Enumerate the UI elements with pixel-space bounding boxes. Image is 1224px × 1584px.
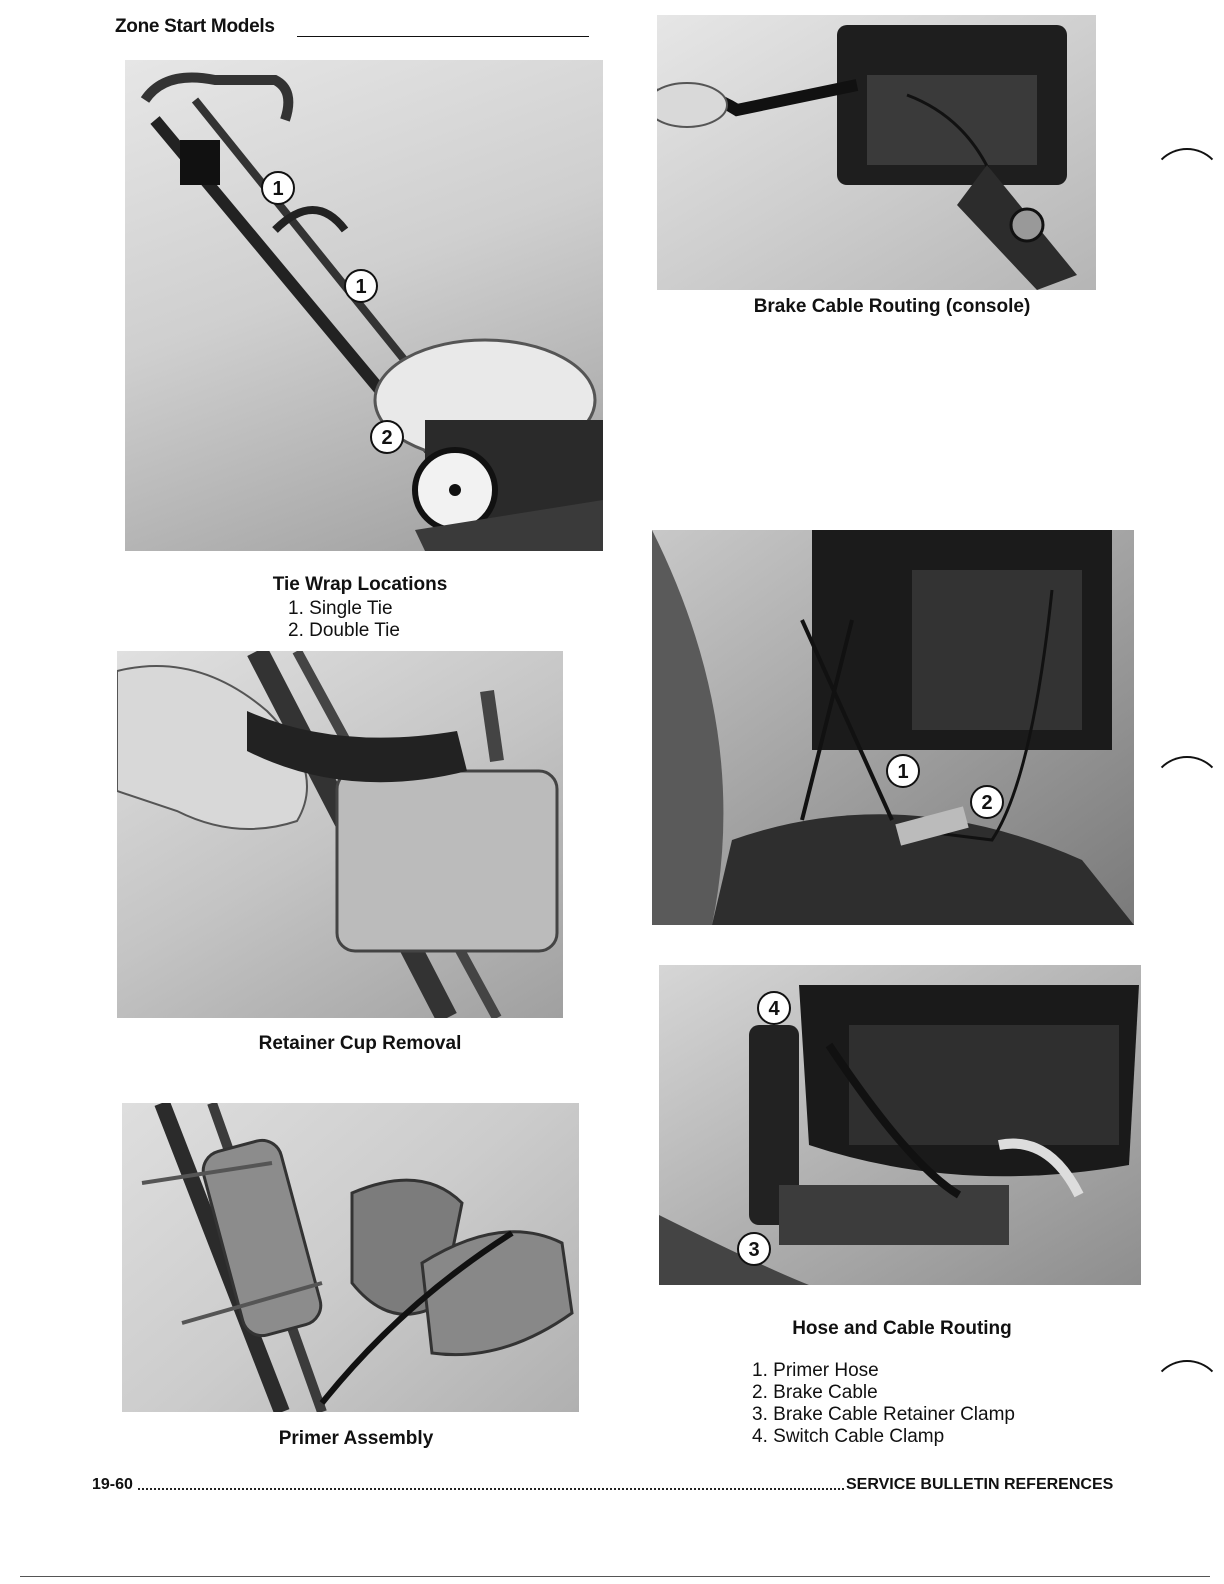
tie-wrap-caption: Tie Wrap Locations xyxy=(272,574,448,595)
engine-cables-callouts xyxy=(652,530,1134,925)
list-item: 2. Brake Cable xyxy=(752,1382,878,1403)
primer-assembly-photo xyxy=(122,1103,579,1412)
hose-cable-list xyxy=(752,1360,1015,1448)
retainer-cup-photo xyxy=(117,651,563,1018)
binder-mark xyxy=(1150,148,1224,222)
brake-console-illustration xyxy=(657,15,1096,290)
header-rule xyxy=(297,36,589,37)
primer-assembly-illustration xyxy=(122,1103,579,1412)
callout-2-label: 2 xyxy=(381,427,393,449)
list-item: 1. Primer Hose xyxy=(752,1360,879,1381)
hose-cable-callouts xyxy=(659,965,1141,1285)
callout-1-label: 1 xyxy=(897,761,909,783)
tie-wrap-photo xyxy=(125,60,603,551)
callout-1b-label: 1 xyxy=(355,276,367,298)
tie-wrap-callouts xyxy=(125,60,603,551)
tie-wrap-list xyxy=(288,598,400,642)
hose-cable-photo xyxy=(659,965,1141,1285)
binder-mark xyxy=(1150,756,1224,830)
footer-section-title: SERVICE BULLETIN REFERENCES xyxy=(846,1476,1114,1493)
list-item: 1. Single Tie xyxy=(288,598,393,619)
retainer-cup-caption: Retainer Cup Removal xyxy=(258,1033,462,1054)
list-item: 3. Brake Cable Retainer Clamp xyxy=(752,1404,1015,1425)
list-item: 2. Double Tie xyxy=(288,620,400,641)
callout-1a-label: 1 xyxy=(272,178,284,200)
page-header-title: Zone Start Models xyxy=(115,16,275,37)
engine-cables-photo xyxy=(652,530,1134,925)
callout-4-label: 4 xyxy=(768,998,780,1020)
retainer-cup-illustration xyxy=(117,651,563,1018)
bottom-rule xyxy=(20,1576,1210,1577)
list-item: 4. Switch Cable Clamp xyxy=(752,1426,945,1447)
callout-3-label: 3 xyxy=(748,1239,760,1261)
brake-console-caption: Brake Cable Routing (console) xyxy=(753,296,1031,317)
footer-leader-dots xyxy=(138,1488,844,1490)
callout-2-label: 2 xyxy=(981,792,993,814)
primer-assembly-caption: Primer Assembly xyxy=(278,1428,434,1449)
binder-mark xyxy=(1150,1360,1224,1434)
footer-page-number: 19-60 xyxy=(92,1476,133,1493)
brake-console-photo xyxy=(657,15,1096,290)
hose-cable-caption: Hose and Cable Routing xyxy=(792,1318,1012,1339)
